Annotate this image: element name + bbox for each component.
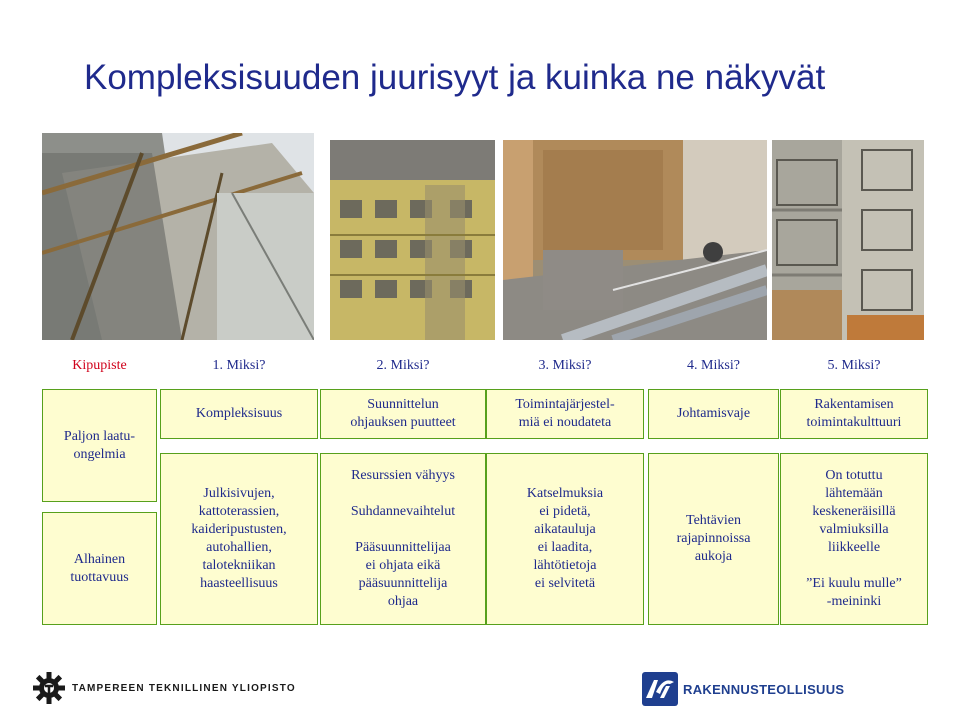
rt-logo-icon bbox=[642, 672, 678, 706]
why3-bottom-cell: Katselmuksia ei pidetä, aikatauluja ei laadita, lähtötietoja ei selvitetä bbox=[486, 453, 644, 625]
building-facade-insulation-photo bbox=[330, 140, 495, 340]
balcony-pipes-photo bbox=[503, 140, 767, 340]
why2-top-cell: Suunnittelun ohjauksen puutteet bbox=[320, 389, 486, 439]
symptom-quality-problems: Paljon laatu- ongelmia bbox=[42, 389, 157, 502]
why5-bottom-cell: On totuttu lähtemään keskeneräisillä valmiuksilla liikkeelle ”Ei kuulu mulle” -meininki bbox=[780, 453, 928, 625]
rt-logo bbox=[642, 672, 678, 706]
page-title: Kompleksisuuden juurisyyt ja kuinka ne näkyvät bbox=[84, 58, 826, 97]
header-why-4: 4. Miksi? bbox=[687, 358, 740, 373]
tut-logo bbox=[32, 671, 66, 705]
why4-top-cell: Johtamisvaje bbox=[648, 389, 779, 439]
apartment-balconies-photo bbox=[772, 140, 924, 340]
header-why-1: 1. Miksi? bbox=[212, 358, 266, 373]
symptom-low-productivity: Alhainen tuottavuus bbox=[42, 512, 157, 625]
why5-top-cell: Rakentamisen toimintakulttuuri bbox=[780, 389, 928, 439]
why2-bottom-cell: Resurssien vähyys Suhdannevaihtelut Pääsuunnittelijaa ei ohjata eikä pääsuunnittelija ohjaa bbox=[320, 453, 486, 625]
header-kipupiste: Kipupiste bbox=[72, 358, 127, 373]
header-why-2: 2. Miksi? bbox=[376, 358, 430, 373]
header-why-3: 3. Miksi? bbox=[538, 358, 592, 373]
why1-bottom-cell: Julkisivujen, kattoterassien, kaideripustusten, autohallien, talotekniikan haasteellisuus bbox=[160, 453, 318, 625]
why1-top-cell: Kompleksisuus bbox=[160, 389, 318, 439]
why4-bottom-cell: Tehtävien rajapinnoissa aukoja bbox=[648, 453, 779, 625]
gear-logo-icon bbox=[32, 671, 66, 705]
tut-logo-text: TAMPEREEN TEKNILLINEN YLIOPISTO bbox=[72, 683, 296, 694]
facade-scaffolding-photo bbox=[42, 133, 314, 340]
header-why-5: 5. Miksi? bbox=[827, 358, 881, 373]
why3-top-cell: Toimintajärjestel- miä ei noudateta bbox=[486, 389, 644, 439]
rt-logo-text: RAKENNUSTEOLLISUUS bbox=[683, 682, 845, 697]
